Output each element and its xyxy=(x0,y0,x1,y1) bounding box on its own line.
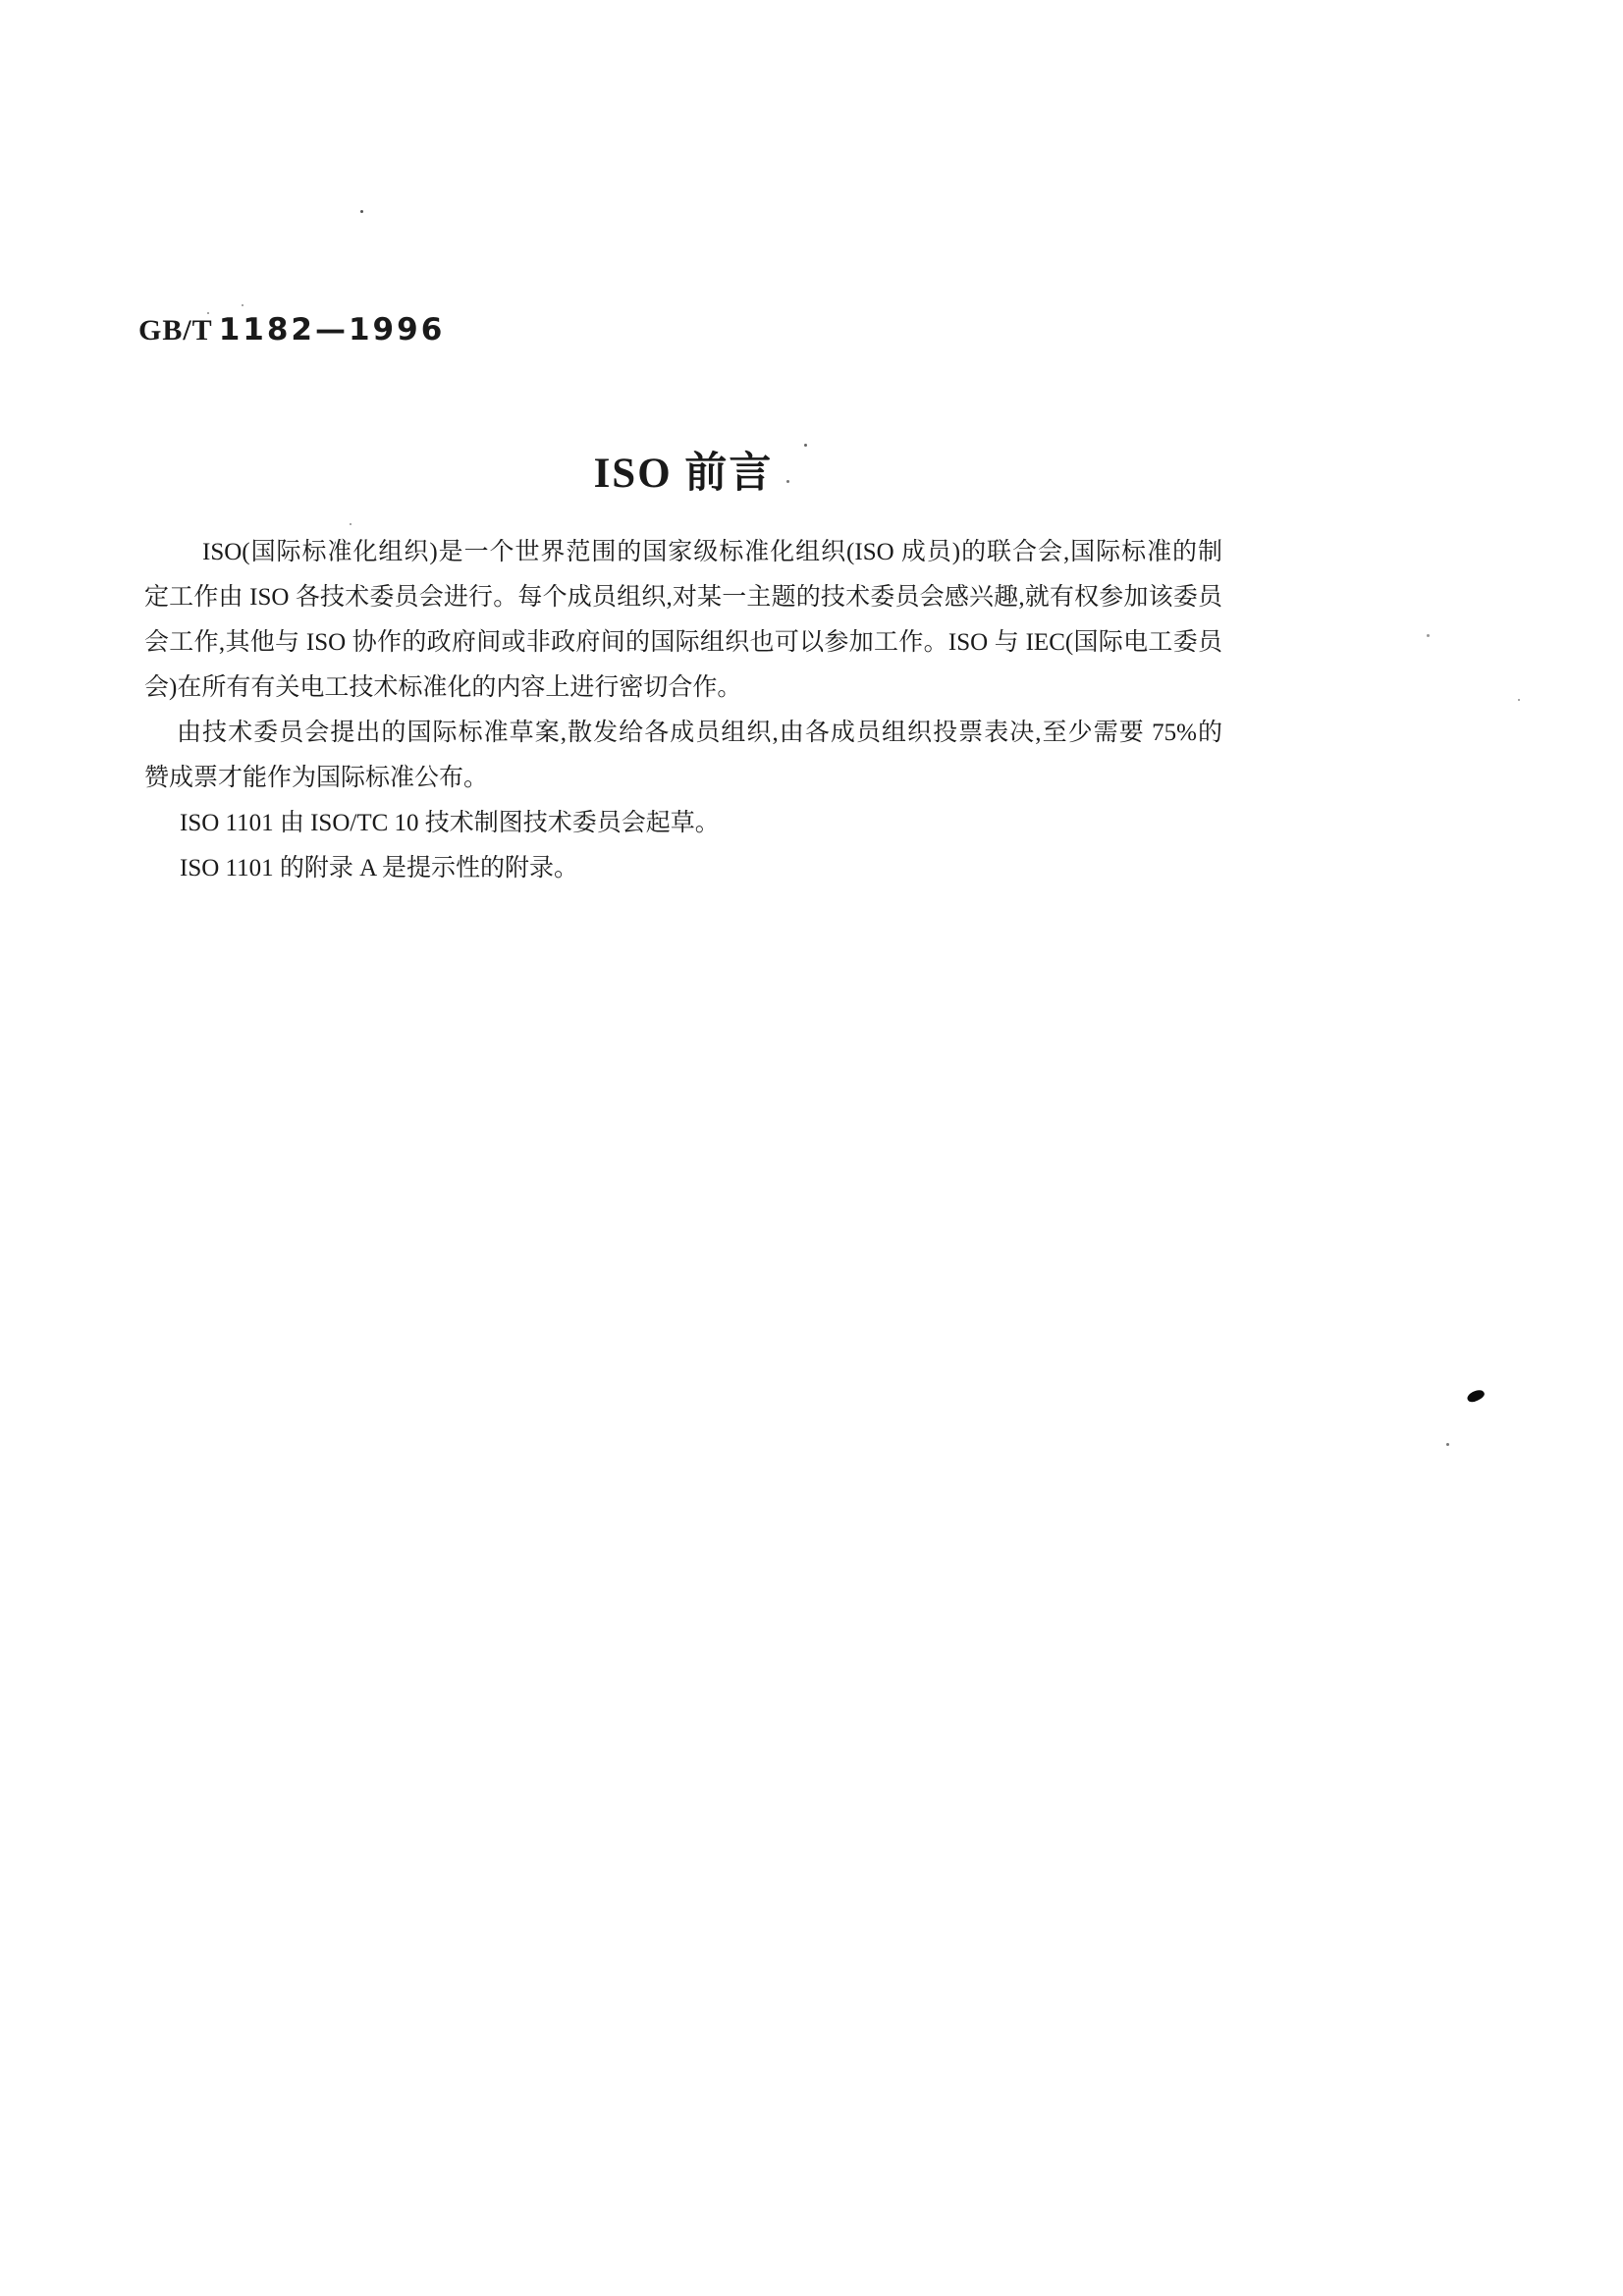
ink-blot-artifact xyxy=(1466,1387,1487,1404)
body-line: 由技术委员会提出的国际标准草案,散发给各成员组织,由各成员组织投票表决,至少需要 75%的 xyxy=(177,720,1222,746)
scan-speck xyxy=(1518,699,1520,701)
scan-speck xyxy=(360,210,363,213)
body-line: 定工作由 ISO 各技术委员会进行。每个成员组织,对某一主题的技术委员会感兴趣,就有权参加该委员 xyxy=(144,584,1222,611)
foreword-text xyxy=(144,530,1222,891)
body-line: 会工作,其他与 ISO 协作的政府间或非政府间的国际组织也可以参加工作。ISO 与 IEC(国际电工委员 xyxy=(144,629,1222,656)
page-title: ISO 前言 xyxy=(593,451,774,497)
body-line: ISO 1101 的附录 A 是提示性的附录。 xyxy=(180,855,579,881)
body-line: ISO(国际标准化组织)是一个世界范围的国家级标准化组织(ISO 成员)的联合会,国际标准的制 xyxy=(202,539,1222,565)
scan-speck xyxy=(1427,634,1430,637)
body-line: ISO 1101 由 ISO/TC 10 技术制图技术委员会起草。 xyxy=(180,810,720,836)
body-line: 赞成票才能作为国际标准公布。 xyxy=(144,765,489,791)
standard-code-number: 1182—1996 xyxy=(218,312,446,347)
scan-speck xyxy=(242,304,243,306)
scan-speck xyxy=(1446,1443,1449,1446)
scan-speck xyxy=(786,480,789,483)
standard-code xyxy=(138,312,445,347)
scan-speck xyxy=(207,312,209,314)
scan-speck xyxy=(350,523,352,525)
body-line: 会)在所有有关电工技术标准化的内容上进行密切合作。 xyxy=(144,674,742,701)
scan-speck xyxy=(804,444,807,447)
standard-code-prefix: GB/T xyxy=(138,314,213,347)
